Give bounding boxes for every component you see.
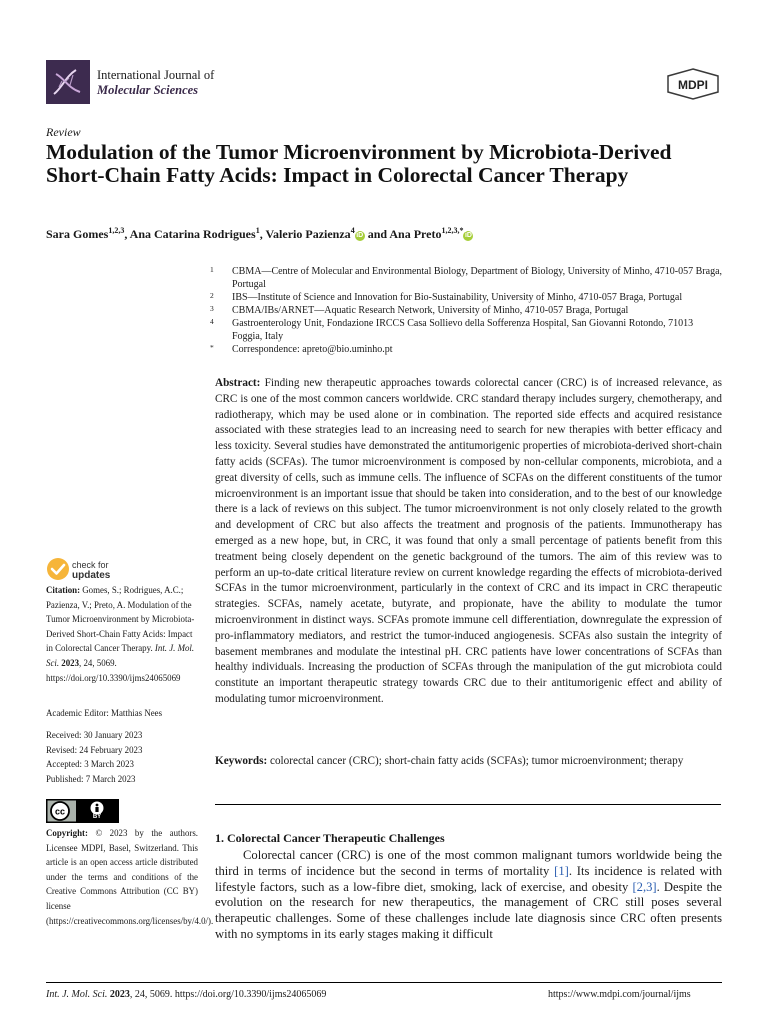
- footer-journal: Int. J. Mol. Sci.: [46, 989, 108, 1000]
- author-affiliation-ref: 1,2,3: [108, 226, 125, 235]
- citation-journal: Int. J. Mol. Sci.: [46, 643, 195, 668]
- keywords: [215, 754, 722, 770]
- author-affiliation-ref: 1,2,3,*: [441, 226, 464, 235]
- svg-text:cc: cc: [54, 806, 66, 817]
- citation-block: [46, 583, 198, 685]
- affiliation-text: Gastroenterology Unit, Fondazione IRCCS Casa Sollievo della Sofferenza Hospital, San Giovanni Rotondo, 71013 Foggia, Italy: [232, 318, 694, 342]
- affiliation-number: 4: [210, 317, 214, 326]
- date-line: Revised: 24 February 2023: [46, 744, 143, 755]
- body-text-3: . Despite the evolution on the research for new therapeutics, the management of CRC still poses several therapeutic challenges. Some of these challenges include late diagnosis since CRC often presents with no symptoms in its early stages making it difficult: [215, 879, 722, 941]
- abstract-text: Finding new therapeutic approaches towards colorectal cancer (CRC) is of increased relevance, as CRC is one of the most common cancers worldwide. CRC standard therapy includes surgery, chemotherapy, and radiotherapy, which may be used alone or in combination. The reported side effects and acquired resistance associated with these strategies lead to an increasing need to search for new therapies with better efficacy and less toxicity. Several studies have demonstrated the antitumorigenic properties of microbiota-derived short-chain fatty acids (SCFAs). The tumor microenvironment is composed by non-cellular components, microbiota, and a great diversity of cells, such as immune cells. The influence of SCFAs on the different constituents of the tumor microenvironment is an important issue that should be taken into consideration, and to the best of our knowledge there is a lack of reviews on this subject. The tumor microenvironment is not only closely related to the growth and development of CRC but also affects the treatment and prognosis of the patients. Immunotherapy has emerged as a new hope, but, in CRC, it was found that only a small percentage of patients benefit from this treatment being closely dependent on the genetic background of the tumors. The aim of this review was to perform an up-to-date critical literature review on current knowledge regarding the effects of microbiota-derived SCFAs in the tumor microenvironment, particularly in the context of CRC and its impact in CRC therapeutic strategies. SCFAs, namely acetate, butyrate, and propionate, have the ability to modulate the tumor microenvironment in distinct ways. SCFAs promote immune cell differentiation, downregulate the expression of pro-inflammatory mediators, and restrict the tumor-induced angiogenesis. SCFAs also sustain the integrity of basement membranes and modulate the intestinal pH. CRC patients have lower concentrations of SCFAs than healthy individuals. Increasing the production of SCFAs through the manipulation of the gut microbiota could constitute an important therapeutic strategy towards CRC due to their antitumorigenic effect and ability of modulating tumor microenvironment.: [215, 377, 722, 705]
- section-title: 1. Colorectal Cancer Therapeutic Challenges: [215, 831, 445, 845]
- keywords-label: Keywords:: [215, 755, 268, 767]
- journal-name-line2: Molecular Sciences: [97, 83, 199, 97]
- cc-by-label: BY: [92, 814, 102, 820]
- affiliation-item: [210, 291, 725, 304]
- affiliation-item: [210, 304, 725, 317]
- author-name[interactable]: Ana Preto: [389, 227, 442, 241]
- check-updates-icon: [46, 557, 70, 581]
- author-name[interactable]: Ana Catarina Rodrigues: [129, 227, 256, 241]
- author-name[interactable]: Valerio Pazienza: [265, 227, 351, 241]
- orcid-icon[interactable]: iD: [464, 232, 472, 239]
- citation-link-1[interactable]: [1]: [554, 863, 569, 878]
- author-affiliation-ref: 1: [255, 226, 260, 235]
- check-updates-line1: check for: [72, 560, 109, 570]
- cc-by-license-badge[interactable]: [46, 799, 119, 823]
- citation-text: Gomes, S.; Rodrigues, A.C.; Pazienza, V.; Preto, A. Modulation of the Tumor Microenvironment by Microbiota-Derived Short-Chain Fatty Acids: Impact in Colorectal Cancer Therapy.: [46, 585, 195, 654]
- citation-tail[interactable]: , 24, 5069. https://doi.org/10.3390/ijms24065069: [46, 657, 181, 683]
- section-divider: [215, 804, 721, 805]
- author-separator: and: [364, 227, 390, 241]
- svg-text:MDPI: MDPI: [678, 78, 708, 92]
- copyright-text: © 2023 by the authors. Licensee MDPI, Basel, Switzerland. This article is an open access article distributed under the terms and conditions of the Creative Commons Attribution (CC BY) license (https://creativecommons.org/licenses/by/4.0/).: [46, 828, 214, 926]
- affiliation-text: Correspondence: apreto@bio.uminho.pt: [232, 344, 393, 355]
- body-paragraph: [215, 848, 722, 943]
- check-for-updates-badge[interactable]: [46, 557, 126, 583]
- copyright-label: Copyright:: [46, 828, 88, 838]
- date-line: Accepted: 3 March 2023: [46, 759, 134, 770]
- affiliation-number: 2: [210, 291, 214, 300]
- check-updates-line2: updates: [72, 570, 111, 581]
- affiliation-number: 3: [210, 304, 214, 313]
- author-separator: ,: [124, 227, 130, 241]
- academic-editor: Academic Editor: Matthias Nees: [46, 708, 163, 718]
- mdpi-logo: [666, 68, 720, 100]
- publication-dates: [46, 728, 198, 786]
- affiliation-text: CBMA—Centre of Molecular and Environmental Biology, Department of Biology, University of Minho, 4710-057 Braga, Portugal: [232, 266, 723, 290]
- citation-link-2[interactable]: [2,3]: [632, 879, 657, 894]
- footer-doi[interactable]: , 24, 5069. https://doi.org/10.3390/ijms24065069: [129, 989, 327, 1000]
- affiliation-text: CBMA/IBs/ARNET—Aquatic Research Network, University of Minho, 4710-057 Braga, Portugal: [232, 305, 629, 316]
- citation-year: 2023: [61, 657, 80, 668]
- journal-name: [97, 68, 214, 98]
- footer-citation: [46, 989, 326, 1000]
- body-text-2: . Its incidence is related with lifestyle factors, such as a low-fibre diet, smoking, lack of exercise, and obesity: [215, 863, 723, 894]
- body-text-1: Colorectal cancer (CRC) is one of the most common malignant tumors worldwide being the third in terms of incidence but the second in terms of mortality: [215, 848, 722, 878]
- affiliation-number: 1: [210, 265, 214, 274]
- footer-journal-url[interactable]: https://www.mdpi.com/journal/ijms: [548, 989, 691, 1000]
- abstract: [215, 376, 722, 708]
- affiliation-item: [210, 343, 725, 356]
- author-name[interactable]: Sara Gomes: [46, 227, 109, 241]
- date-line: Received: 30 January 2023: [46, 730, 143, 740]
- affiliation-number: *: [210, 343, 214, 352]
- abstract-label: Abstract:: [215, 377, 261, 389]
- affiliations: [210, 265, 725, 356]
- copyright-notice: [46, 826, 214, 928]
- paper-title: Modulation of the Tumor Microenvironment by Microbiota-Derived Short-Chain Fatty Acids: Impact in Colorectal Cancer Therapy: [46, 140, 672, 187]
- affiliation-item: [210, 265, 725, 291]
- author-affiliation-ref: 4: [350, 226, 355, 235]
- affiliation-text: IBS—Institute of Science and Innovation for Bio-Sustainability, University of Minho, 4710-057 Braga, Portugal: [232, 292, 683, 303]
- author-list: [46, 226, 473, 242]
- article-type: Review: [46, 125, 81, 139]
- footer-divider: [46, 982, 722, 983]
- keywords-text: colorectal cancer (CRC); short-chain fatty acids (SCFAs); tumor microenvironment; therapy: [270, 755, 684, 767]
- date-line: Published: 7 March 2023: [46, 773, 136, 784]
- orcid-icon[interactable]: iD: [356, 232, 364, 239]
- journal-logo: [46, 60, 90, 104]
- journal-name-line1: International Journal of: [97, 68, 215, 82]
- affiliation-item: [210, 317, 725, 343]
- author-separator: ,: [259, 227, 266, 241]
- footer-year: 2023: [109, 989, 130, 1000]
- citation-label: Citation:: [46, 585, 81, 595]
